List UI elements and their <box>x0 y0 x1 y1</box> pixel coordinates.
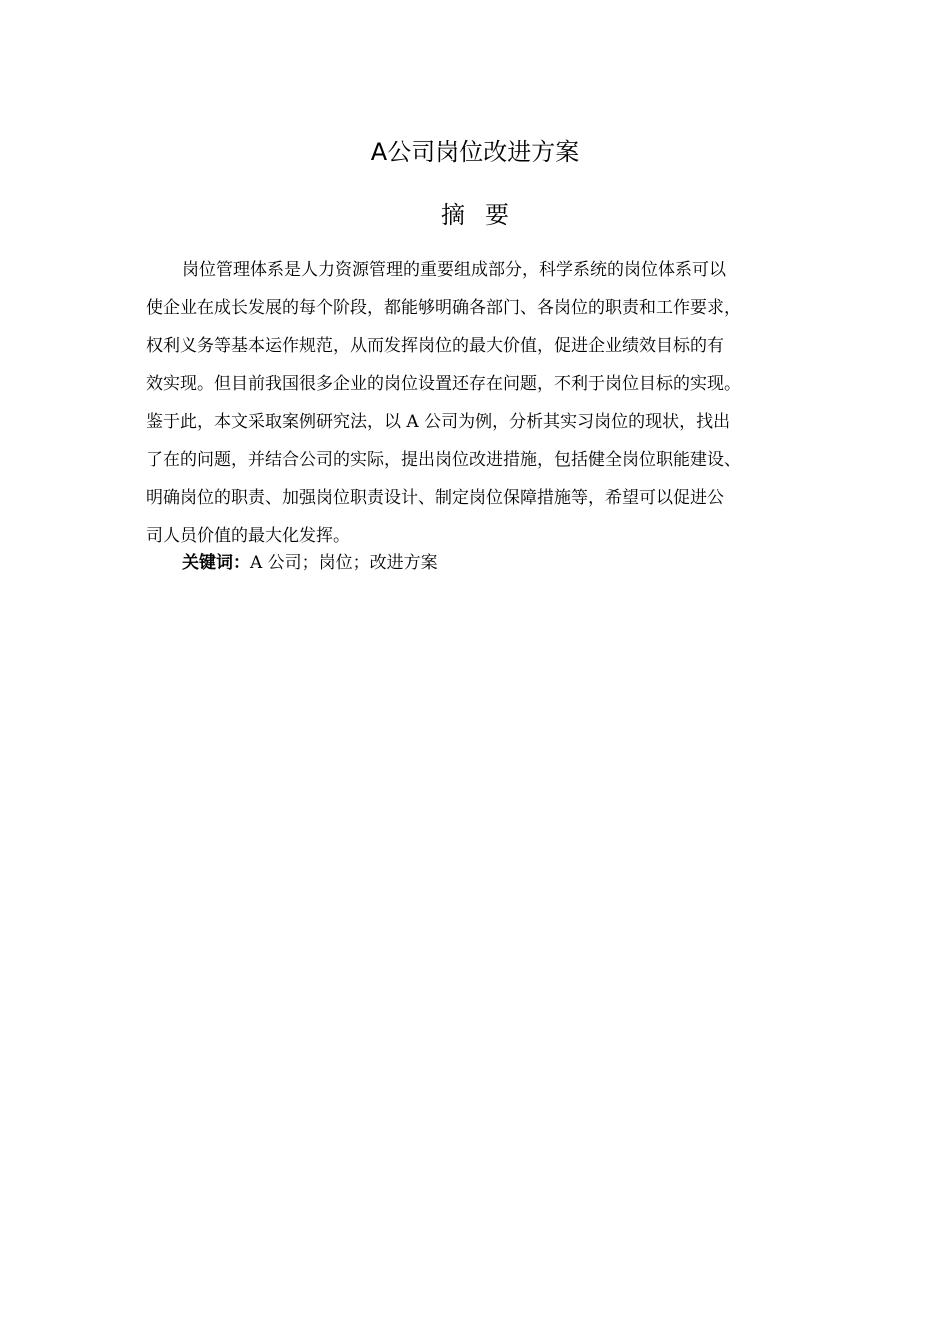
abstract-line: 岗位管理体系是人力资源管理的重要组成部分，科学系统的岗位体系可以 <box>182 260 726 280</box>
abstract-line: 使企业在成长发展的每个阶段，都能够明确各部门、各岗位的职责和工作要求， <box>146 298 741 318</box>
abstract-line: 效实现。但目前我国很多企业的岗位设置还存在问题，不利于岗位目标的实现。 <box>146 374 741 394</box>
abstract-heading: 摘要 <box>441 201 529 229</box>
keywords-value: A 公司；岗位；改进方案 <box>250 553 438 573</box>
keywords <box>182 546 438 580</box>
document-title: A公司岗位改进方案 <box>370 138 580 166</box>
abstract-line: 了在的问题，并结合公司的实际，提出岗位改进措施，包括健全岗位职能建设、 <box>146 450 741 470</box>
abstract-line: 鉴于此，本文采取案例研究法，以 A 公司为例，分析其实习岗位的现状，找出 <box>146 412 731 432</box>
keywords-label: 关键词： <box>182 553 250 573</box>
abstract-line: 权利义务等基本运作规范，从而发挥岗位的最大价值，促进企业绩效目标的有 <box>146 336 724 356</box>
abstract-line: 司人员价值的最大化发挥。 <box>146 526 350 546</box>
abstract-body <box>146 251 822 555</box>
abstract-line: 明确岗位的职责、加强岗位职责设计、制定岗位保障措施等，希望可以促进公 <box>146 488 724 508</box>
